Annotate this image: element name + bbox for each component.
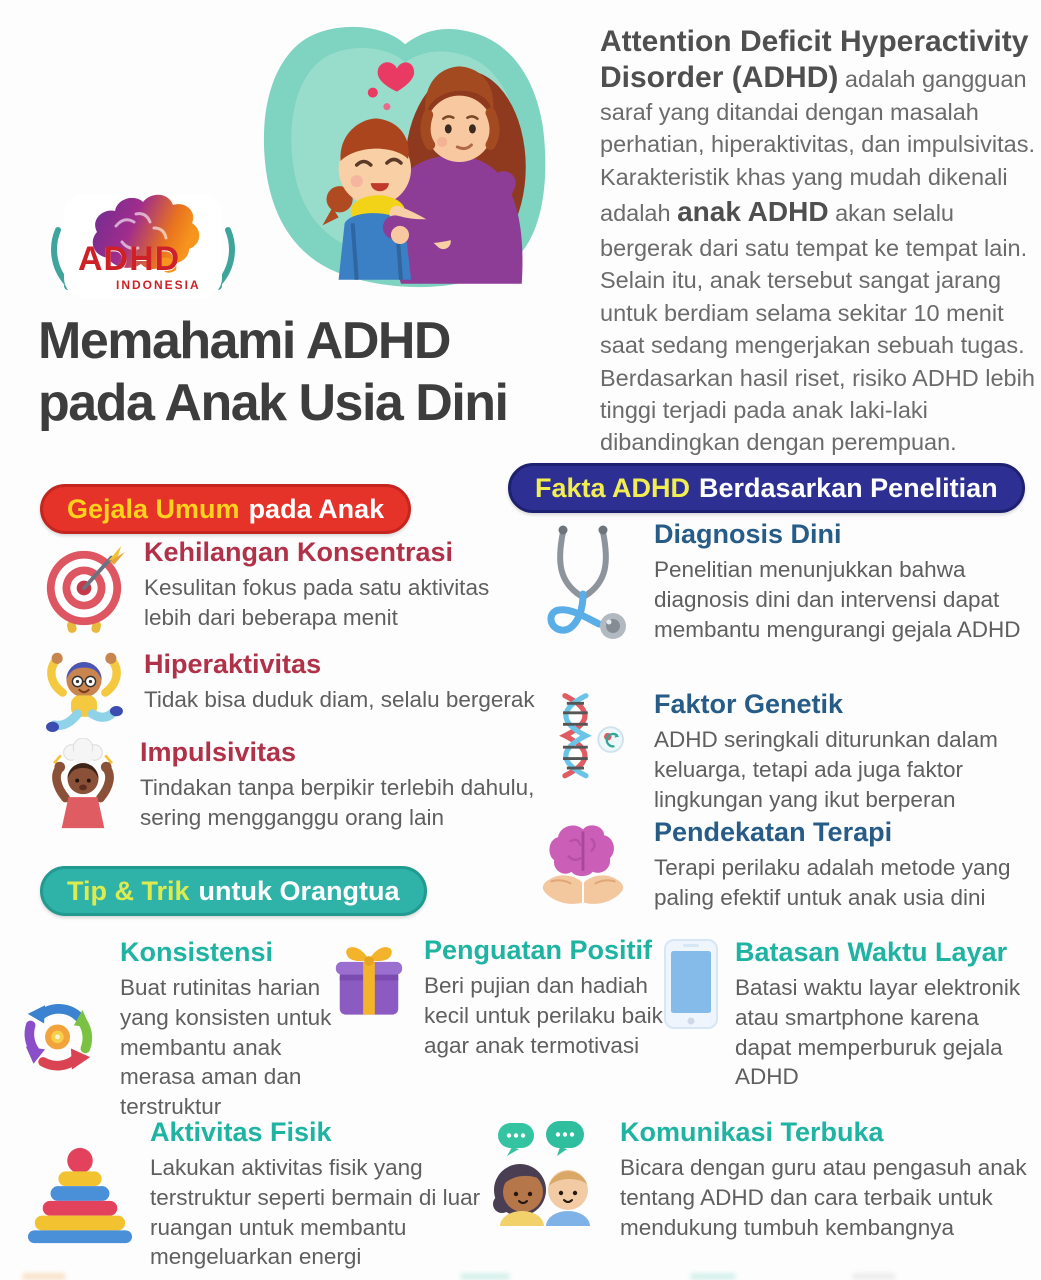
symptom-title: Hiperaktivitas: [144, 649, 322, 679]
smartphone-icon: [663, 938, 719, 1092]
symptom-desc: Kesulitan fokus pada satu aktivitas lebih dari beberapa menit: [144, 574, 490, 630]
fact-title: Faktor Genetik: [654, 689, 844, 719]
section-header-highlight: Gejala Umum: [67, 493, 240, 524]
cropped-footer-mark: [690, 1273, 736, 1280]
section-header-highlight: Tip & Trik: [67, 875, 190, 906]
tip-title: Konsistensi: [120, 937, 274, 967]
gift-icon: [330, 936, 408, 1060]
section-header-rest: pada Anak: [248, 493, 385, 524]
intro-text-b: akan selalu bergerak dari satu tempat ke tempat lain. Selain itu, anak tersebut sangat jarang untuk berdiam selama sekitar 10 menit saat sedang mengerjakan sebuah tugas. Berdasarkan hasil riset, risiko ADHD lebih tinggi terjadi pada anak laki-laki dibandingkan dengan perempuan.: [600, 200, 1035, 456]
dartboard-icon: [40, 538, 128, 638]
symptom-title: Kehilangan Konsentrasi: [144, 537, 454, 567]
fact-title: Pendekatan Terapi: [654, 817, 893, 847]
tip-title: Batasan Waktu Layar: [735, 937, 1008, 967]
children-talking-icon: [486, 1118, 604, 1242]
fact-item-pendekatan-terapi: [528, 818, 1040, 914]
intro-lead: Attention Deficit Hyperactivity Disorder (ADHD): [600, 25, 1029, 94]
tip-desc: Buat rutinitas harian yang konsisten untuk membantu anak merasa aman dan terstruktur: [120, 974, 332, 1120]
tip-item-penguatan-positif: [330, 936, 668, 1060]
tip-item-batasan-waktu-layar: [663, 938, 1041, 1092]
stethoscope-icon: [528, 520, 638, 648]
brand-subtitle: INDONESIA: [116, 278, 201, 292]
section-header-fakta-adhd: [508, 463, 1025, 513]
section-header-rest: Berdasarkan Penelitian: [699, 472, 998, 503]
fact-item-diagnosis-dini: [528, 520, 1040, 648]
mother-child-illustration: [244, 10, 564, 304]
tip-desc: Lakukan aktivitas fisik yang terstruktur seperti bermain di luar ruangan untuk membantu mengeluarkan energi: [150, 1154, 481, 1270]
brain-in-hands-icon: [528, 818, 638, 914]
section-header-tip-trik: [40, 866, 427, 916]
symptom-desc: Tidak bisa duduk diam, selalu bergerak: [144, 686, 535, 712]
intro-emphasis: anak ADHD: [677, 196, 829, 228]
symptom-item-kehilangan-konsentrasi: [40, 538, 525, 638]
section-header-highlight: Fakta ADHD: [535, 472, 691, 503]
symptom-item-hiperaktivitas: [40, 650, 545, 738]
fact-desc: ADHD seringkali diturunkan dalam keluarga, tetapi ada juga faktor lingkungan yang ikut berperan: [654, 726, 998, 812]
cropped-footer-mark: [22, 1273, 66, 1280]
symptom-item-impulsivitas: [42, 738, 547, 833]
dna-icon: [528, 690, 638, 814]
fact-desc: Terapi perilaku adalah metode yang paling efektif untuk anak usia dini: [654, 854, 1011, 910]
brand-name: ADHD: [78, 240, 181, 278]
page-title-line2: pada Anak Usia Dini: [38, 374, 508, 433]
tip-desc: Beri pujian dan hadiah kecil untuk perilaku baik agar anak termotivasi: [424, 972, 663, 1058]
page-title: [38, 310, 618, 435]
fact-item-faktor-genetik: [528, 690, 1040, 814]
adhd-indonesia-logo: [38, 180, 248, 312]
section-header-rest: untuk Orangtua: [198, 875, 400, 906]
tip-title: Penguatan Positif: [424, 935, 653, 965]
cropped-footer-mark: [460, 1273, 510, 1280]
symptom-title: Impulsivitas: [140, 737, 297, 767]
tip-desc: Batasi waktu layar elektronik atau smartphone karena dapat memperburuk gejala ADHD: [735, 974, 1021, 1090]
section-header-gejala-umum: [40, 484, 411, 534]
intro-paragraph: [600, 24, 1041, 459]
intro-text-a: adalah gangguan saraf yang ditandai dengan masalah perhatian, hiperaktivitas, dan impulsivitas. Karakteristik khas yang mudah dikenali adalah: [600, 66, 1035, 227]
fact-title: Diagnosis Dini: [654, 519, 842, 549]
symptom-desc: Tindakan tanpa berpikir terlebih dahulu, sering mengganggu orang lain: [140, 774, 535, 830]
cropped-footer-mark: [852, 1273, 896, 1280]
tip-item-komunikasi-terbuka: [486, 1118, 1041, 1242]
fact-desc: Penelitian menunjukkan bahwa diagnosis dini dan intervensi dapat membantu mengurangi gejala ADHD: [654, 556, 1021, 642]
hyperactive-child-icon: [40, 650, 128, 738]
tip-title: Komunikasi Terbuka: [620, 1117, 884, 1147]
tip-desc: Bicara dengan guru atau pengasuh anak tentang ADHD dan cara terbaik untuk mendukung tumbuh kembangnya: [620, 1154, 1027, 1240]
tip-title: Aktivitas Fisik: [150, 1117, 332, 1147]
tip-item-konsistensi: [12, 938, 380, 1122]
page-title-line1: Memahami ADHD: [38, 312, 450, 370]
stacking-rings-icon: [26, 1145, 134, 1245]
cycle-arrows-icon: [12, 987, 104, 1083]
tip-item-aktivitas-fisik: [26, 1118, 486, 1272]
impulsive-child-icon: [42, 738, 124, 833]
